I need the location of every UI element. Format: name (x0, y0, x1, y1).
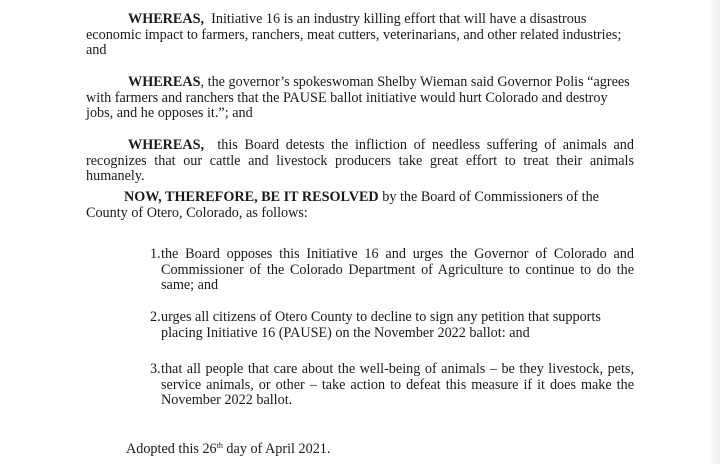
whereas-text: , the governor’s spokeswoman Shelby Wieman said Governor Polis “agrees with farmers and ranchers that the PAUSE ballot initiative would hurt Colorado and destroy jobs, and he opposes it.”; and (86, 74, 630, 122)
resolution-number: 2. (150, 309, 161, 325)
whereas-paragraph-3 (86, 137, 638, 185)
resolution-item-1 (150, 247, 634, 294)
adopted-date-line (126, 442, 330, 458)
resolution-item-3 (150, 362, 634, 409)
whereas-text: this Board detests the infliction of needless suffering of animals and recognizes that our cattle and livestock producers take great effort to treat their animals humanely. (86, 137, 638, 185)
adopted-suffix: day of April 2021. (222, 441, 331, 457)
resolved-text: by the Board of Commissioners of the County of Otero, Colorado, as follows: (86, 189, 599, 221)
resolution-text: the Board opposes this Initiative 16 and urges the Governor of Colorado and Commissioner of the Colorado Department of Agriculture to continue to do the same; and (161, 246, 634, 294)
resolution-item-2 (150, 310, 634, 341)
ordinal-suffix: th (216, 441, 223, 450)
whereas-text: Initiative 16 is an industry killing effort that will have a disastrous economic impact to farmers, ranchers, meat cutters, veterinarians, and other related industries; and (86, 11, 625, 59)
page-edge-shadow (710, 0, 720, 464)
whereas-paragraph-2 (86, 75, 634, 122)
resolution-number: 3. (150, 361, 161, 377)
whereas-lead: WHEREAS, (128, 11, 205, 27)
resolved-paragraph (86, 190, 634, 221)
resolved-lead: NOW, THEREFORE, BE IT RESOLVED (124, 189, 379, 205)
whereas-paragraph-1 (86, 12, 634, 59)
adopted-prefix: Adopted this 26 (126, 441, 217, 457)
resolution-number: 1. (150, 246, 161, 262)
resolution-text: that all people that care about the well-being of animals – be they livestock, pets, service animals, or other – take action to defeat this measure if it does make the November 2022 ballot. (161, 361, 634, 409)
resolution-text: urges all citizens of Otero County to decline to sign any petition that supports placing Initiative 16 (PAUSE) on the November 2022 ballot: and (161, 309, 601, 341)
whereas-lead: WHEREAS, (128, 137, 205, 153)
whereas-lead: WHEREAS (128, 74, 201, 90)
